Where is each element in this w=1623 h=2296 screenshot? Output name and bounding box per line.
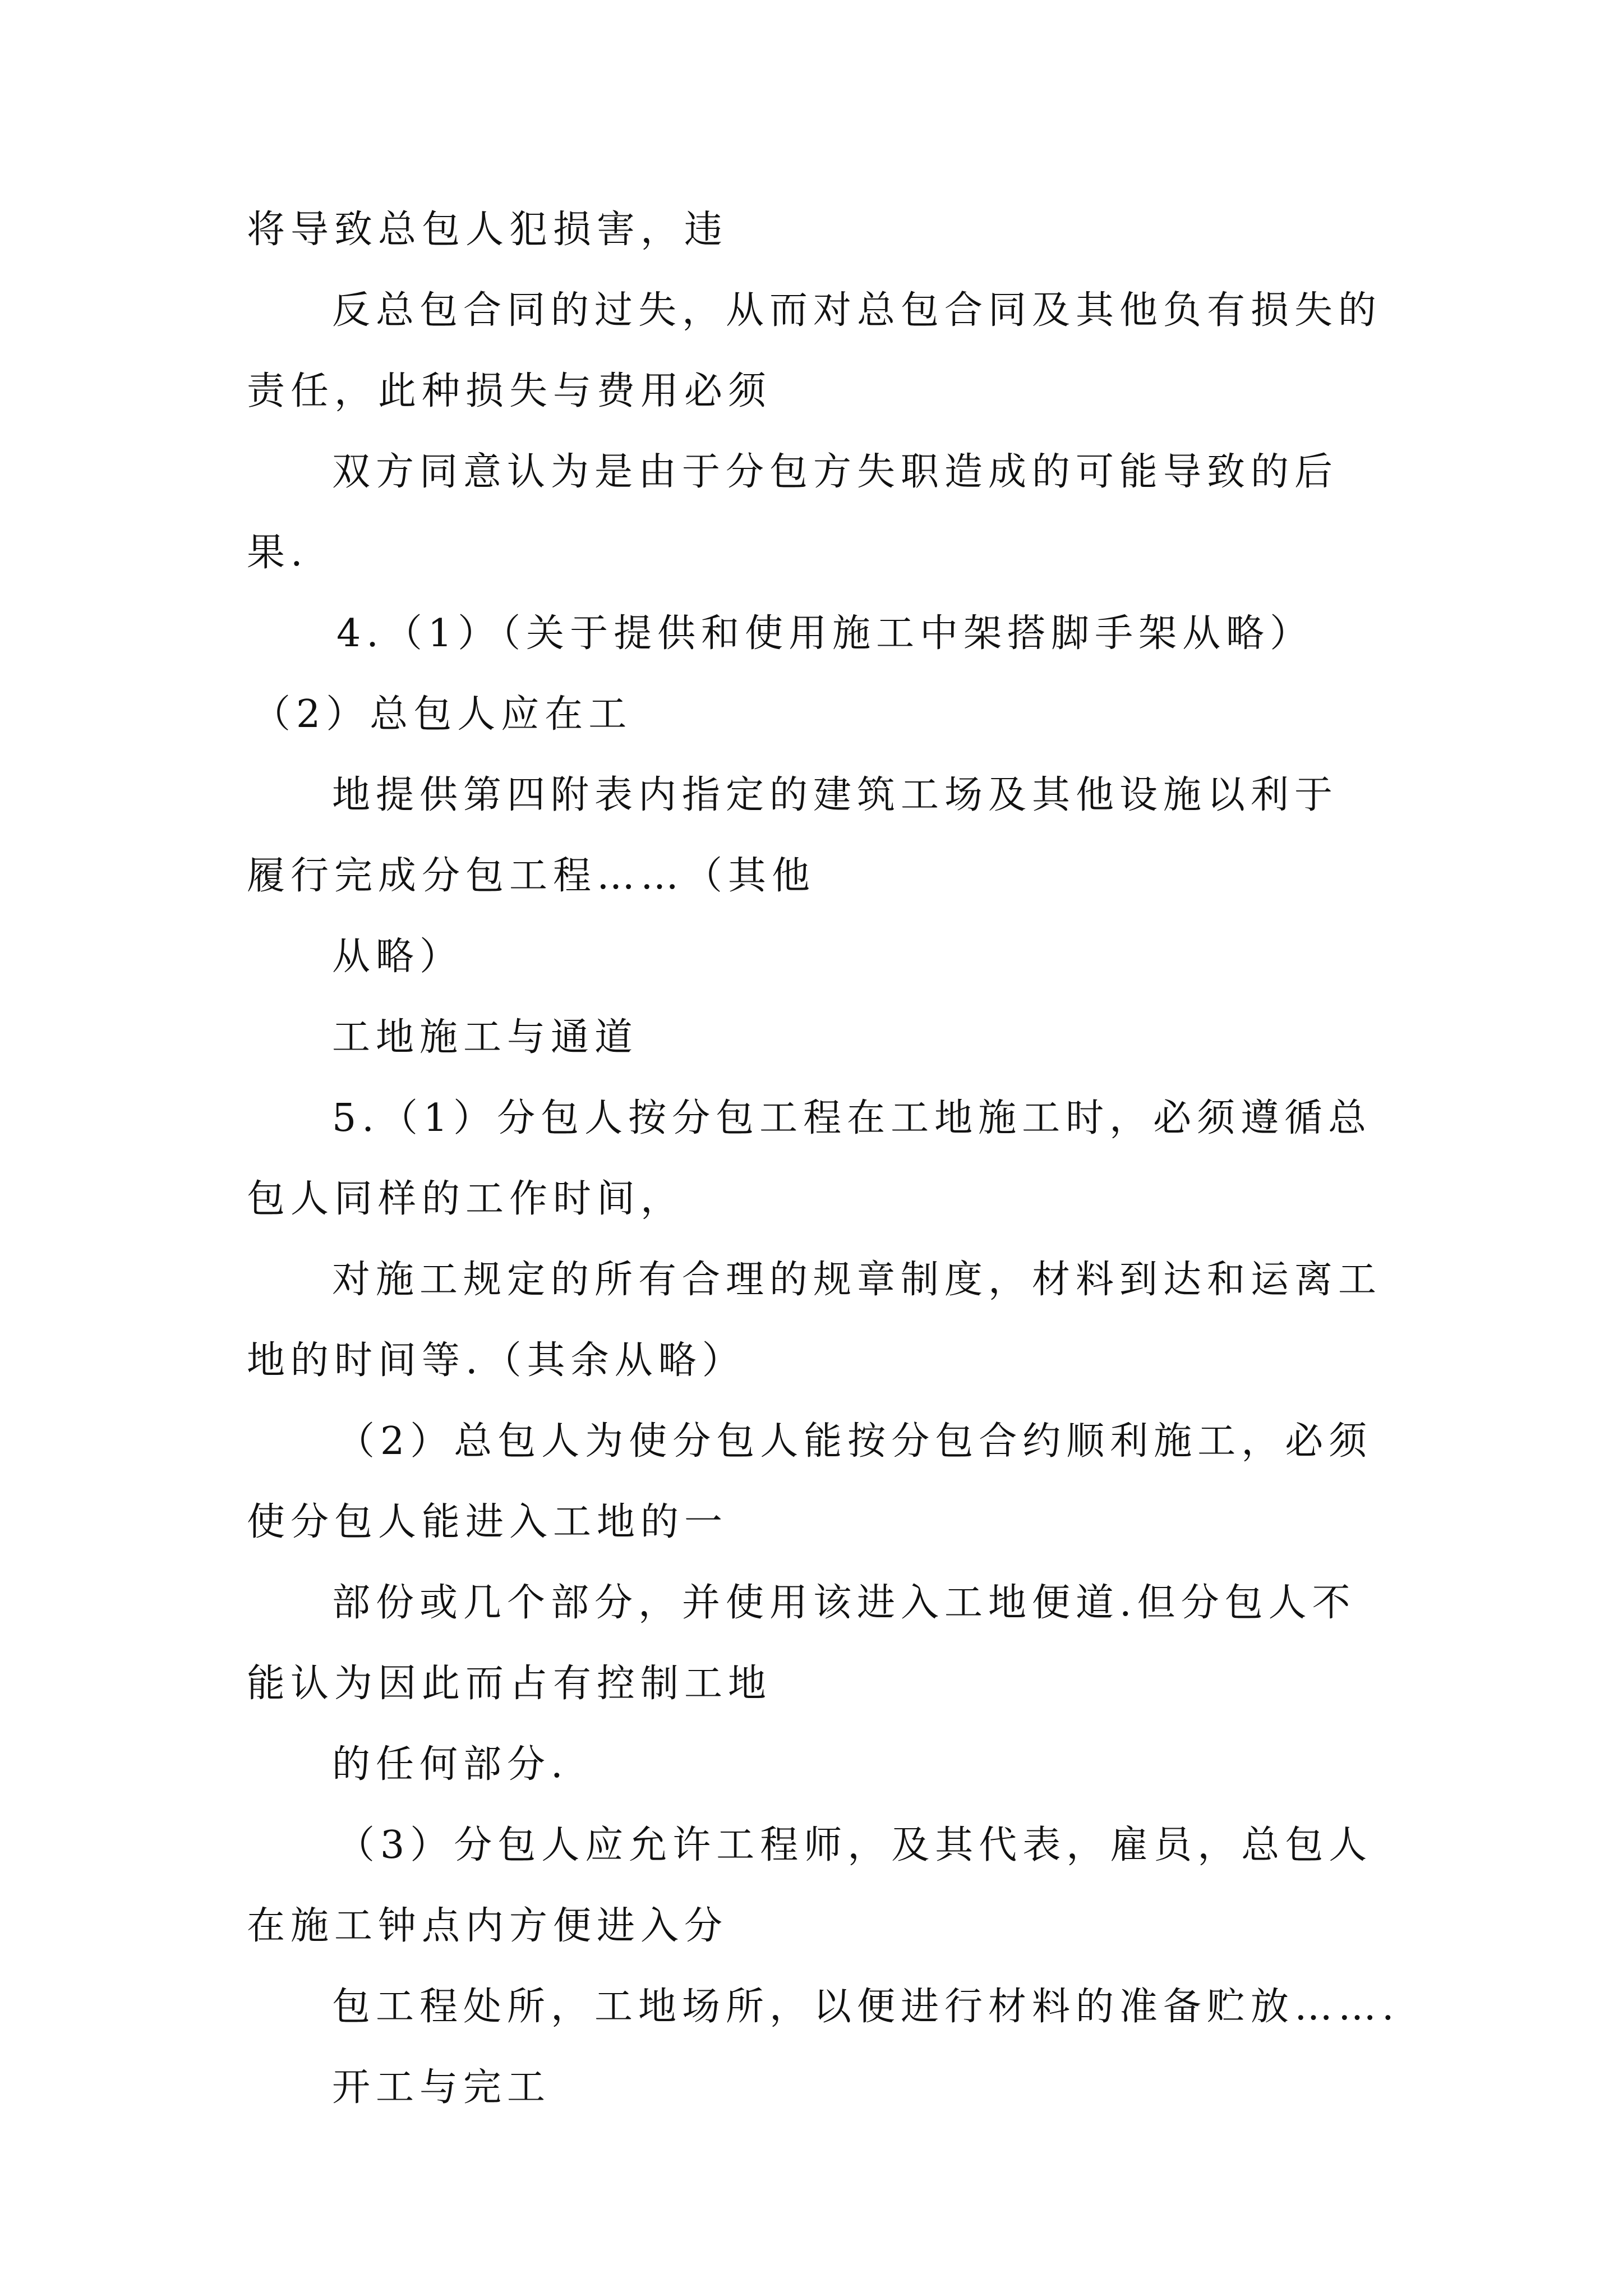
text-line: 包工程处所，工地场所，以便进行材料的准备贮放…….	[332, 1985, 1400, 2029]
text-line: 将导致总包人犯损害，违	[247, 208, 728, 252]
text-line: 责任，此种损失与费用必须	[247, 369, 772, 413]
text-line: 双方同意认为是由于分包方失职造成的可能导致的后	[332, 450, 1339, 494]
text-line: 从略）	[332, 935, 464, 979]
text-line: 能认为因此而占有控制工地	[247, 1662, 772, 1706]
text-line: 部份或几个部分，并使用该进入工地便道.但分包人不	[332, 1581, 1356, 1625]
text-line: 反总包合同的过失，从而对总包合同及其他负有损失的	[332, 288, 1382, 333]
text-line: （2）总包人应在工	[252, 692, 633, 737]
section-heading: 开工与完工	[332, 2065, 551, 2110]
text-line: 5.（1）分包人按分包工程在工地施工时，必须遵循总	[332, 1096, 1372, 1140]
text-line: 使分包人能进入工地的一	[247, 1500, 728, 1544]
text-line: 地的时间等.（其余从略）	[247, 1338, 746, 1383]
text-line: （2）总包人为使分包人能按分包合约顺利施工，必须	[336, 1419, 1373, 1464]
text-line: 地提供第四附表内指定的建筑工场及其他设施以利于	[332, 773, 1339, 817]
text-line: （3）分包人应允许工程师，及其代表，雇员，总包人	[336, 1823, 1373, 1867]
text-line: 履行完成分包工程……（其他	[247, 854, 816, 898]
section-heading: 工地施工与通道	[332, 1015, 639, 1060]
text-line: 包人同样的工作时间，	[247, 1177, 685, 1221]
document-body	[247, 190, 1400, 2128]
text-line: 在施工钟点内方便进入分	[247, 1904, 728, 1948]
text-line: 4.（1）（关于提供和使用施工中架搭脚手架从略）	[336, 611, 1314, 656]
text-line: 的任何部分.	[332, 1742, 569, 1787]
text-line: 果.	[247, 531, 308, 575]
text-line: 对施工规定的所有合理的规章制度，材料到达和运离工	[332, 1258, 1382, 1302]
